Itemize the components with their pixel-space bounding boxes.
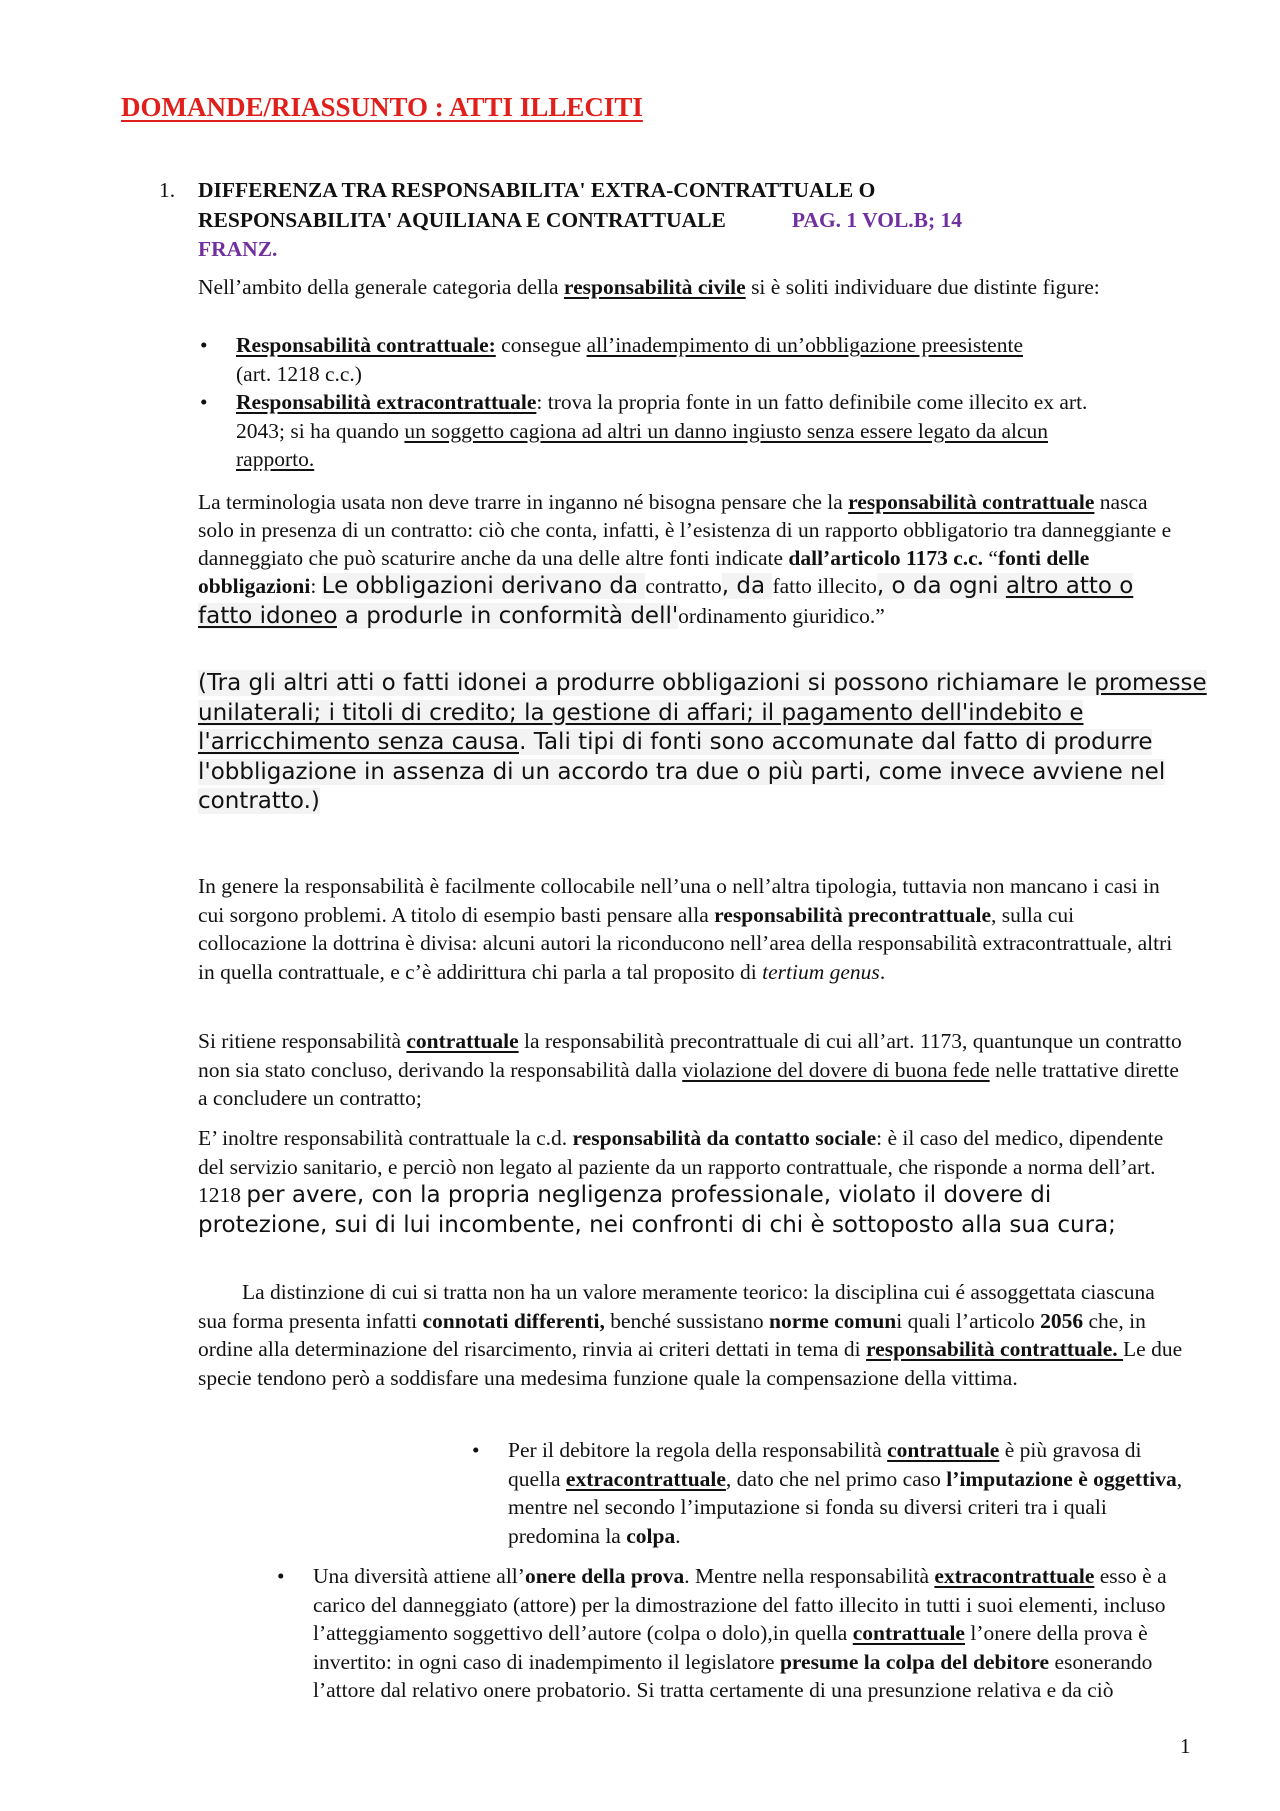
paragraph-si-ritiene [198,1027,1183,1113]
text-run: Una diversità attiene all’ [313,1564,525,1588]
text-run: che, in ordine alla determinazione del risarcimento, rinvia ai criteri dettati in tema di [198,1308,1146,1361]
text-run: , dato che nel primo caso [725,1466,947,1491]
question-number: 1. [159,178,176,202]
question-heading-line2: RESPONSABILITA' AQUILIANA E CONTRATTUALE [198,207,726,232]
text-run: (art. 1218 c.c.) [236,361,362,386]
text-run: contrattuale [852,1621,965,1645]
text-run: contrattuale [406,1029,519,1053]
text-run: presume la colpa del debitore [779,1649,1050,1674]
text-run: Responsabilità contrattuale: [236,333,496,357]
text-run: . Mentre nella responsabilità [684,1564,935,1588]
text-run: . [675,1523,681,1548]
text-run: responsabilità da contatto sociale [572,1126,877,1150]
text-run: : è il caso del medico, dipendente del servizio sanitario, e perciò non legato al paziente da un rapporto contrattuale, che risponde a norma dell’art. 1218 [198,1126,1164,1207]
bullet-responsabilita-extracontrattuale [200,388,1116,474]
text-run: l’onere della prova è invertito: in ogni caso di inadempimento il legislatore [313,1621,1148,1674]
paragraph-in-genere [198,872,1183,986]
text-run: violazione del dovere di buona fede [682,1057,990,1082]
text-run: E’ inoltre responsabilità contrattuale la c.d. [198,1126,573,1150]
text-run: a produrle in conformità dell' [337,602,679,629]
text-run: norme comun [769,1308,897,1333]
text-run: La distinzione di cui si tratta non ha un valore meramente teorico: la disciplina cui é assoggettata ciascuna sua forma presenta infatti [198,1280,1155,1333]
bullet-icon: • [277,1564,285,1588]
text-run: consegue [495,333,587,357]
page-reference-continued: FRANZ. [198,237,278,261]
text-run: esonerando l’attore dal relativo onere probatorio. Si tratta certamente di una presunzione relativa e da ciò [313,1649,1153,1702]
text-run: nasca solo in presenza di un contratto: ciò che conta, infatti, è l’esistenza di un rapporto obbligatorio tra danneggiante e danneggiato che può scaturire anche da una delle altre fonti indicate [198,490,1172,570]
question-heading-line1: DIFFERENZA TRA RESPONSABILITA' EXTRA-CONTRATTUALE O [198,178,876,202]
text-run: la responsabilità precontrattuale di cui all’art. 1173, quantunque un contratto non sia stato concluso, derivando la responsabilità dalla [198,1029,1182,1082]
paragraph-distinzione [198,1278,1183,1392]
text-run: all’inadempimento di un’obbligazione preesistente [586,333,1023,357]
text-run: . Tali tipi di fonti sono accomunate dal fatto di produrre l'obbligazione in assenza di un accordo tra due o più parti, come invece avviene nel contratto.) [198,729,1166,814]
bullet-debitore [472,1436,1188,1550]
text-run: , mentre nel secondo l’imputazione si fonda su diversi criteri tra i quali predomina la [508,1466,1183,1548]
text-run: responsabilità precontrattuale [714,902,992,927]
text-run: nelle trattative dirette a concludere un contratto; [198,1057,1179,1110]
text-run: l’imputazione è oggettiva [946,1466,1177,1491]
text-run: : trova la propria fonte in un fatto definibile come illecito ex art. 2043; si ha quando [236,390,1088,443]
text-run: responsabilità contrattuale [848,490,1095,514]
bullet-icon: • [200,333,208,357]
text-run: è più gravosa di quella [508,1438,1142,1491]
text-run: tertium genus [762,959,880,984]
page-reference: PAG. 1 VOL.B; 14 [791,207,963,232]
text-run: contratto [645,574,722,598]
paragraph-contatto-sociale [198,1124,1183,1240]
text-run: altro atto o fatto idoneo [198,573,1134,629]
text-run: si è soliti individuare due distinte figure: [745,275,1100,299]
text-run: Si ritiene responsabilità [198,1029,407,1053]
paragraph-intro [198,273,1158,302]
bullet-responsabilita-contrattuale [200,331,1196,388]
text-run: , da [721,573,773,599]
text-run: responsabilità contrattuale. [866,1337,1124,1361]
text-run: 2056 [1040,1308,1084,1333]
text-run: fonti delle obbligazioni [198,546,1090,598]
text-run: Per il debitore la regola della responsabilità [508,1438,888,1462]
text-run: benché sussistano [604,1308,770,1333]
text-run: connotati differenti, [422,1308,605,1333]
text-run: fatto illecito [772,574,877,598]
text-run: : [310,574,322,598]
text-run: contrattuale [887,1438,1000,1462]
text-run: , o da ogni [876,573,1006,599]
text-run: dall’articolo 1173 c.c. [788,546,984,570]
text-run: colpa [626,1523,676,1548]
text-run: extracontrattuale [565,1466,726,1491]
text-run: Le obbligazioni derivano da [321,573,646,599]
text-run: . [879,959,886,984]
text-run: La terminologia usata non deve trarre in inganno né bisogna pensare che la [198,490,849,514]
bullet-icon: • [200,390,208,414]
text-run: ordinamento giuridico [678,603,870,628]
question-heading [198,176,1138,264]
text-run: Le due specie tendono però a soddisfare una medesima funzione quale la compensazione della vittima. [198,1337,1183,1390]
text-run: Responsabilità extracontrattuale [236,390,537,414]
text-run: (Tra gli altri atti o fatti idonei a produrre obbligazioni si possono richiamare le [198,670,1095,696]
term-responsabilita-civile: responsabilità civile [563,275,746,299]
paragraph-terminologia [198,488,1183,631]
text-run: Nell’ambito della generale categoria della [198,275,564,299]
text-run: extracontrattuale [934,1564,1095,1588]
paragraph-altri-atti [198,669,1208,817]
text-run: per avere, con la propria negligenza professionale, violato il dovere di protezione, sui di lui incombente, nei confronti di chi è sottoposto alla sua cura; [198,1182,1116,1238]
text-run: In genere la responsabilità è facilmente collocabile nell’una o nell’altra tipologia, tuttavia non mancano i casi in cui sorgono problemi. A titolo di esempio basti pensare alla [198,874,1160,927]
text-run: , sulla cui collocazione la dottrina è divisa: alcuni autori la riconducono nell’area della responsabilità extracontrattuale, altri in quella contrattuale, e c’è addirittura chi parla a tal proposito di [198,902,1173,984]
bullet-onere-della-prova [277,1562,1183,1705]
text-run: promesse unilaterali; i titoli di credito; la gestione di affari; il pagamento dell'indebito e l'arricchimento senza causa [198,670,1207,755]
text-run: esso è a carico del danneggiato (attore) per la dimostrazione del fatto illecito in tutti i suoi elementi, incluso l’atteggiamento soggettivo dell’autore (colpa o dolo),in quella [313,1564,1167,1645]
page-title: DOMANDE/RIASSUNTO : ATTI ILLECITI [121,92,643,122]
text-run: .” [869,603,885,628]
page-number: 1 [1180,1734,1191,1758]
bullet-icon: • [472,1438,480,1462]
text-run: i quali l’articolo [896,1308,1041,1333]
text-run: onere della prova [524,1564,685,1588]
text-run: “ [983,546,998,570]
text-run: un soggetto cagiona ad altri un danno ingiusto senza essere legato da alcun rapporto. [236,418,1049,471]
